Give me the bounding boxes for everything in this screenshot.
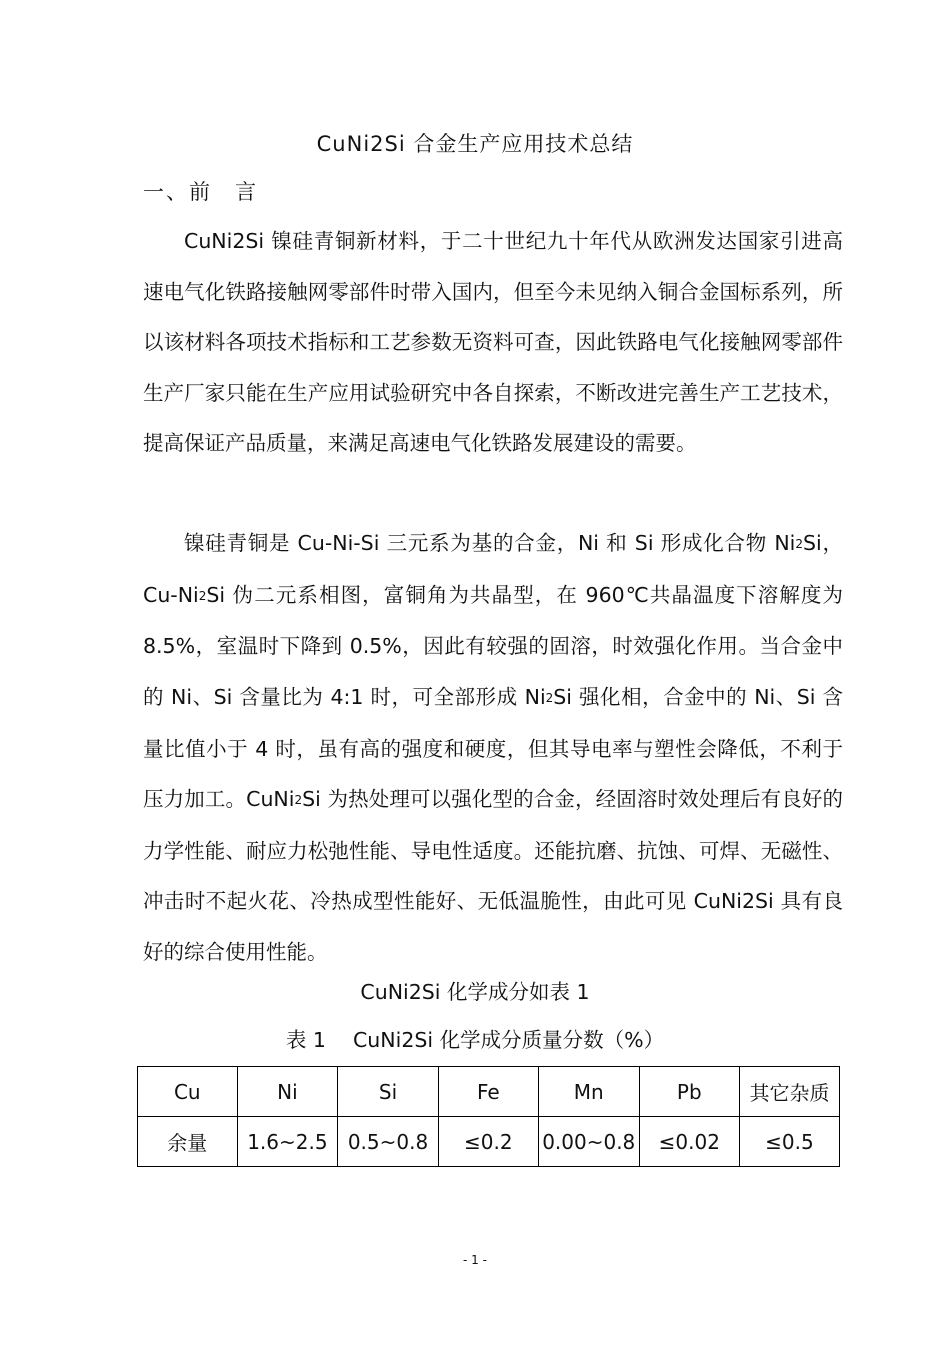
table-header-cell: Si [338, 1067, 439, 1117]
table-cell: 余量 [138, 1117, 238, 1167]
paragraph-properties [143, 518, 843, 977]
table-cell: 0.5~0.8 [338, 1117, 439, 1167]
paragraph-text: Si 伪二元系相图，富铜角为共晶型，在 960℃共晶温度下溶解度为 8.5%，室温时下降到 0.5%，因此有较强的固溶，时效强化作用。当合金中的 Ni、Si 含量比为 4:1 时，可全部形成 Ni [143, 582, 843, 709]
subscript: 2 [198, 588, 207, 603]
table-intro: CuNi2Si 化学成分如表 1 [360, 980, 590, 1004]
paragraph-text: Si，Cu-Ni [143, 531, 843, 607]
table-header-cell: 其它杂质 [739, 1067, 839, 1117]
table-cell: ≤0.02 [639, 1117, 739, 1167]
table-row [138, 1117, 840, 1167]
subscript: 2 [545, 691, 554, 706]
table-header-row [138, 1067, 840, 1117]
table-cell: ≤0.2 [438, 1117, 538, 1167]
composition-table [137, 1066, 840, 1167]
table-header-cell: Fe [438, 1067, 538, 1117]
table-caption: 表 1 CuNi2Si 化学成分质量分数（%） [285, 1028, 665, 1052]
section-heading: 一、前 言 [143, 180, 258, 204]
table-header-cell: Mn [538, 1067, 639, 1117]
table-cell: 0.00~0.8 [538, 1117, 639, 1167]
paragraph-text: Si 为热处理可以强化型的合金，经固溶时效处理后有良好的力学性能、耐应力松弛性能、导电性适度。还能抗磨、抗蚀、可焊、无磁性、冲击时不起火花、冷热成型性能好、无低温脆性，由此可见 CuNi2Si 具有良好的综合使用性能。 [143, 787, 843, 964]
table-header-cell: Pb [639, 1067, 739, 1117]
table-cell: 1.6~2.5 [237, 1117, 338, 1167]
paragraph-text: Si 强化相，合金中的 Ni、Si 含量比值小于 4 时，虽有高的强度和硬度，但其导电率与塑性会降低，不利于压力加工。CuNi [143, 684, 844, 812]
table-cell: ≤0.5 [739, 1117, 839, 1167]
table-header-cell: Ni [237, 1067, 338, 1117]
page-number: - 1 - [463, 1253, 487, 1267]
subscript: 2 [294, 793, 303, 808]
paragraph-text: 镍硅青铜是 Cu-Ni-Si 三元系为基的合金，Ni 和 Si 形成化合物 Ni [184, 531, 796, 555]
table-header-cell: Cu [138, 1067, 238, 1117]
paragraph-intro: CuNi2Si 镍硅青铜新材料，于二十世纪九十年代从欧洲发达国家引进高速电气化铁路接触网零部件时带入国内，但至今未见纳入铜合金国标系列，所以该材料各项技术指标和工艺参数无资料可查，因此铁路电气化接触网零部件生产厂家只能在生产应用试验研究中各自探索，不断改进完善生产工艺技术，提高保证产品质量，来满足高速电气化铁路发展建设的需要。 [143, 229, 843, 455]
subscript: 2 [795, 537, 804, 552]
document-title: CuNi2Si 合金生产应用技术总结 [316, 132, 634, 156]
